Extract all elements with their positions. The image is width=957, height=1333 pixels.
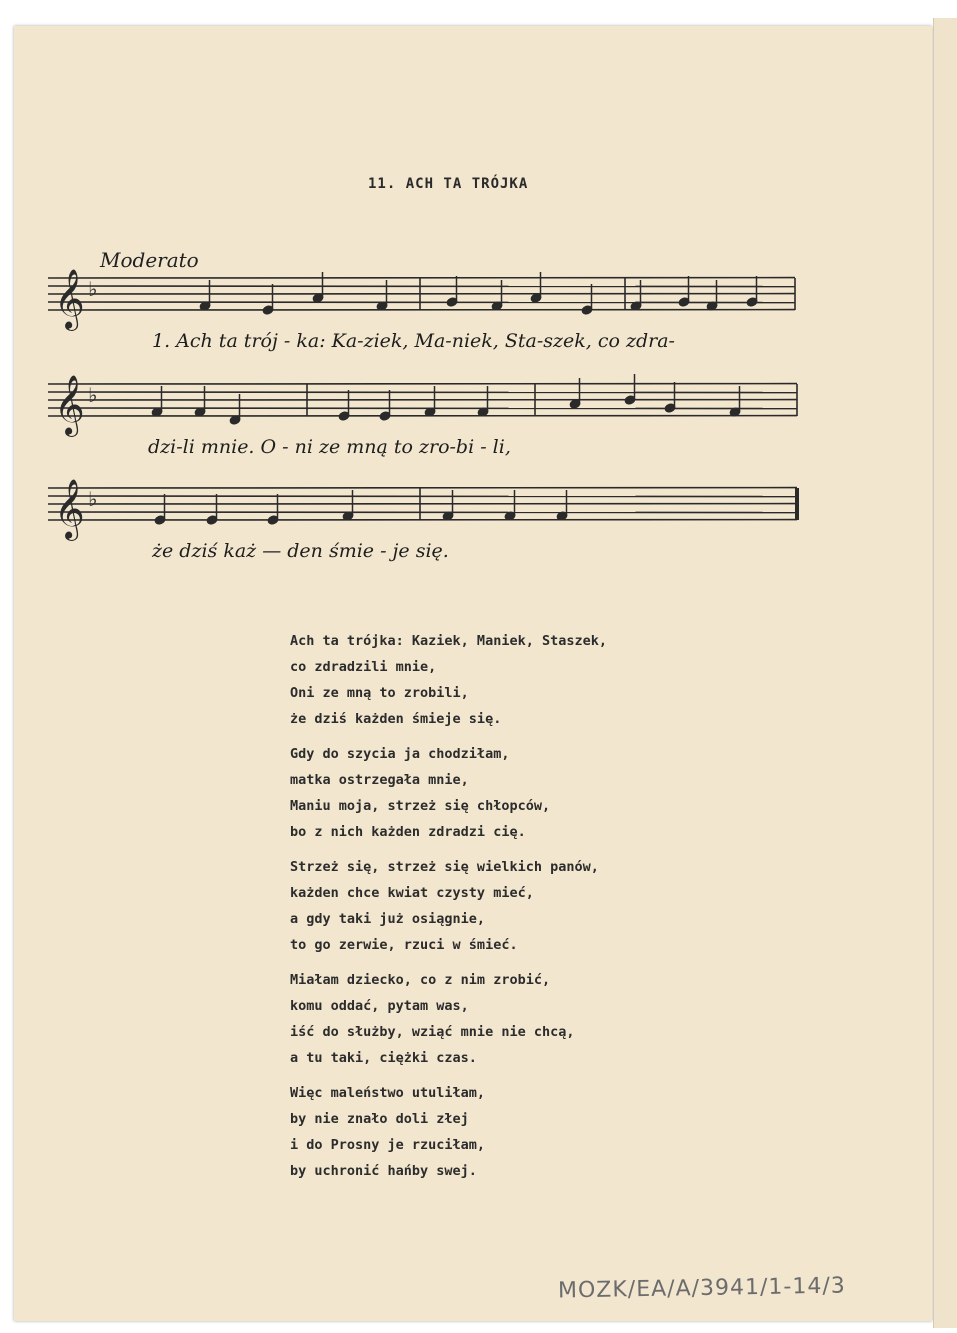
- score-lyric-line-2: dzi-li mnie. O - ni ze mną to zro-bi - li,: [148, 436, 511, 458]
- flat-icon: ♭: [88, 277, 98, 301]
- lyric-line: bo z nich każden zdradzi cię.: [290, 824, 526, 840]
- lyric-line: każden chce kwiat czysty mieć,: [290, 885, 534, 901]
- lyric-line: komu oddać, pytam was,: [290, 998, 469, 1014]
- lyric-line: Miałam dziecko, co z nim zrobić,: [290, 972, 551, 988]
- lyric-line: Maniu moja, strzeż się chłopców,: [290, 798, 551, 814]
- stanza-5: [290, 1080, 810, 1184]
- stanza-1: [290, 628, 810, 732]
- adjacent-page-edge: [933, 18, 957, 1328]
- tempo-marking: Moderato: [100, 248, 199, 272]
- lyric-line: iść do służby, wziąć mnie nie chcą,: [290, 1024, 575, 1040]
- stanza-4: [290, 967, 810, 1071]
- treble-clef-icon: 𝄞: [54, 479, 85, 539]
- lyric-line: Gdy do szycia ja chodziłam,: [290, 746, 510, 762]
- song-title: 11. ACH TA TRÓJKA: [368, 176, 529, 192]
- score-lyric-line-3: że dziś każ — den śmie - je się.: [152, 540, 449, 562]
- lyric-line: to go zerwie, rzuci w śmieć.: [290, 937, 518, 953]
- lyric-line: Strzeż się, strzeż się wielkich panów,: [290, 859, 599, 875]
- treble-clef-icon: 𝄞: [54, 269, 85, 329]
- flat-icon: ♭: [88, 487, 98, 511]
- lyric-line: Oni ze mną to zrobili,: [290, 685, 469, 701]
- lyric-line: Ach ta trójka: Kaziek, Maniek, Staszek,: [290, 633, 607, 649]
- lyric-line: a gdy taki już osiągnie,: [290, 911, 486, 927]
- stanza-2: [290, 741, 810, 845]
- flat-icon: ♭: [88, 383, 98, 407]
- stanza-3: [290, 854, 810, 958]
- lyric-line: matka ostrzegała mnie,: [290, 772, 469, 788]
- score-lyric-line-1: 1. Ach ta trój - ka: Ka-ziek, Ma-niek, Sta-szek, co zdra-: [152, 330, 675, 352]
- treble-clef-icon: 𝄞: [54, 375, 85, 435]
- song-lyrics: [290, 628, 810, 1193]
- lyric-line: by nie znało doli złej: [290, 1111, 469, 1127]
- lyric-line: że dziś każden śmieje się.: [290, 711, 502, 727]
- lyric-line: Więc maleństwo utuliłam,: [290, 1085, 486, 1101]
- lyric-line: co zdradzili mnie,: [290, 659, 437, 675]
- archive-stamp: MOZK/EA/A/3941/1-14/3: [557, 1273, 846, 1304]
- lyric-line: by uchronić hańby swej.: [290, 1163, 477, 1179]
- lyric-line: i do Prosny je rzuciłam,: [290, 1137, 486, 1153]
- lyric-line: a tu taki, ciężki czas.: [290, 1050, 477, 1066]
